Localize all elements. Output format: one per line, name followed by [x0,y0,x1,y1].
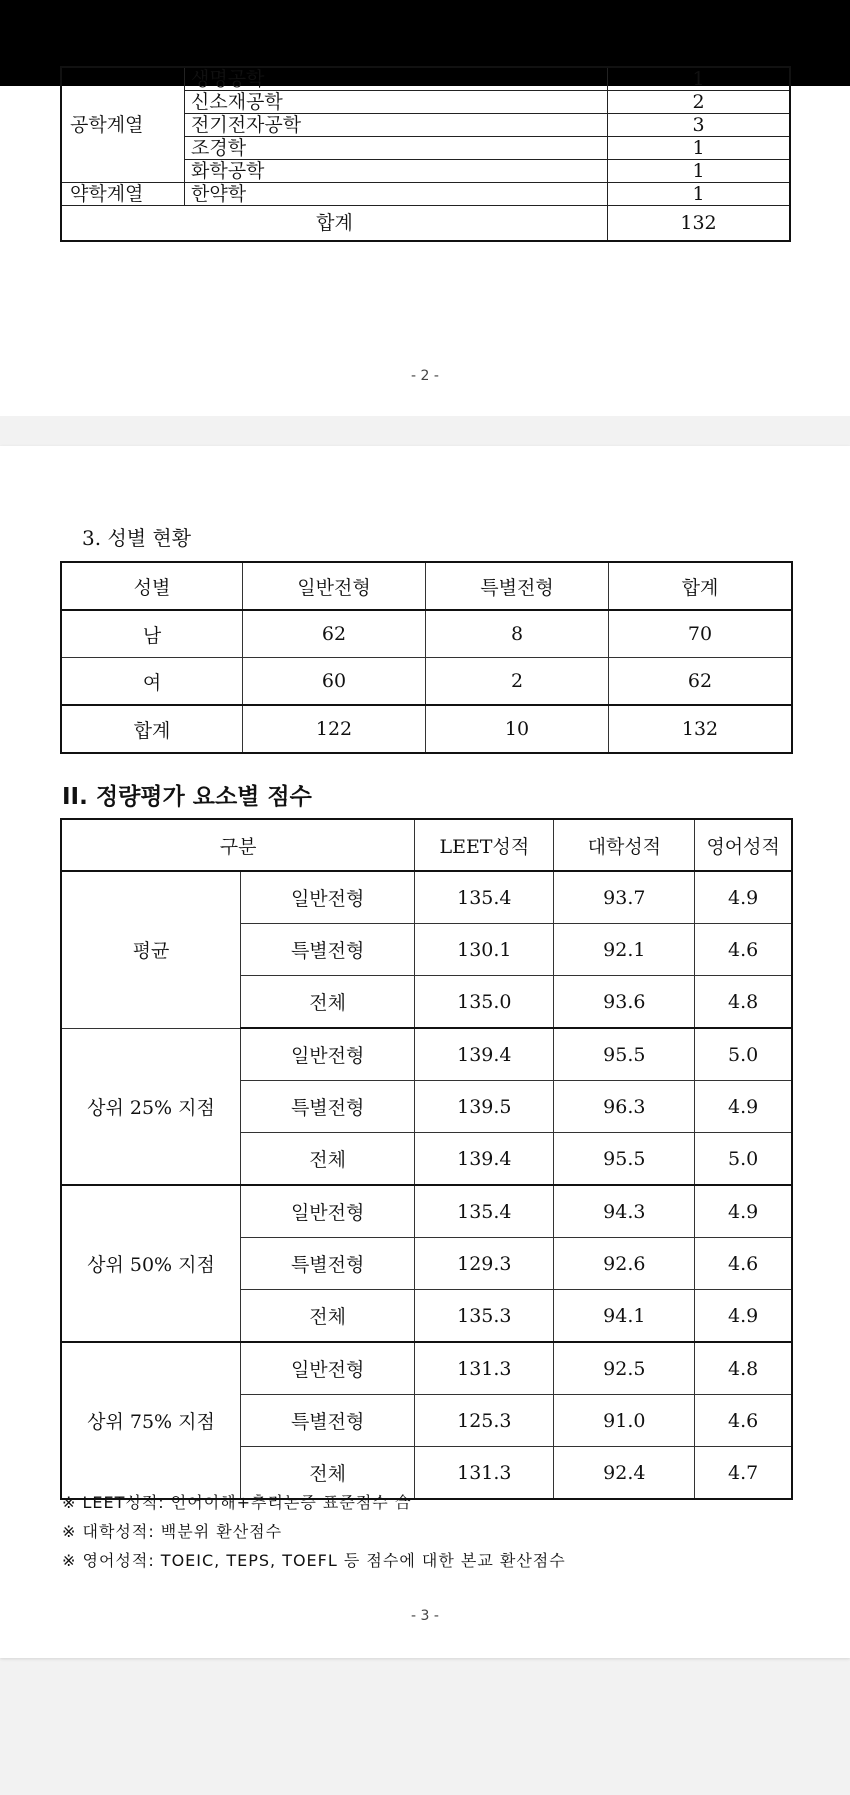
table-cell: 2 [426,658,609,706]
table-cell: 5.0 [695,1133,792,1186]
table-cell: 특별전형 [241,924,415,976]
count-cell: 3 [608,114,791,137]
table-cell: 62 [609,658,793,706]
table-cell: 129.3 [415,1238,554,1290]
table-cell: 94.3 [554,1185,695,1238]
total-value: 132 [608,206,791,242]
document-page-3 [0,446,850,1658]
header-cell: 일반전형 [243,562,426,610]
count-cell: 1 [608,183,791,206]
table-cell: 92.1 [554,924,695,976]
table-cell: 전체 [241,1447,415,1500]
table-cell: 4.7 [695,1447,792,1500]
gender-table [60,561,793,754]
table-cell: 70 [609,610,793,658]
table-cell: 남 [61,610,243,658]
header-cell: 성별 [61,562,243,610]
table-cell: 전체 [241,1133,415,1186]
footnotes [62,1488,566,1575]
table-row [61,871,792,924]
table-cell: 135.4 [415,871,554,924]
major-cell: 전기전자공학 [185,114,608,137]
table-cell: 139.4 [415,1133,554,1186]
table-cell: 96.3 [554,1081,695,1133]
group-label: 상위 25% 지점 [61,1028,241,1185]
table-header-row [61,819,792,871]
table-cell: 131.3 [415,1342,554,1395]
major-cell: 생명공학 [185,67,608,91]
count-cell: 1 [608,67,791,91]
table-cell: 139.4 [415,1028,554,1081]
table-cell: 일반전형 [241,1342,415,1395]
major-cell: 신소재공학 [185,91,608,114]
table-row [61,1185,792,1238]
header-cell: 대학성적 [554,819,695,871]
table-cell: 139.5 [415,1081,554,1133]
table-cell: 135.3 [415,1290,554,1343]
header-cell: 영어성적 [695,819,792,871]
table-cell: 일반전형 [241,1185,415,1238]
table-row [61,610,792,658]
table-cell: 10 [426,705,609,753]
total-label: 합계 [61,206,608,242]
header-cell: LEET성적 [415,819,554,871]
table-cell: 95.5 [554,1028,695,1081]
table-cell: 95.5 [554,1133,695,1186]
score-table [60,818,793,1500]
group-label: 평균 [61,871,241,1028]
table-cell: 전체 [241,976,415,1029]
category-cell: 약학계열 [61,183,185,206]
table-cell: 4.9 [695,1081,792,1133]
header-cell: 구분 [61,819,415,871]
table-cell: 92.4 [554,1447,695,1500]
table-row [61,658,792,706]
table-cell: 4.6 [695,924,792,976]
table-cell: 135.0 [415,976,554,1029]
table-cell: 특별전형 [241,1395,415,1447]
table-cell: 4.6 [695,1238,792,1290]
table-cell: 일반전형 [241,1028,415,1081]
count-cell: 1 [608,160,791,183]
table-row [61,183,790,206]
table-row [61,1342,792,1395]
table-cell: 135.4 [415,1185,554,1238]
major-count-table [60,66,791,242]
table-cell: 특별전형 [241,1238,415,1290]
section-title-gender: 3. 성별 현황 [82,526,192,550]
footnote: ※ 영어성적: TOEIC, TEPS, TOEFL 등 점수에 대한 본교 환산점수 [62,1551,566,1570]
group-label: 상위 50% 지점 [61,1185,241,1342]
major-cell: 화학공학 [185,160,608,183]
table-cell: 4.9 [695,1290,792,1343]
document-page-2 [0,68,850,416]
major-cell: 한약학 [185,183,608,206]
table-cell: 60 [243,658,426,706]
total-row [61,206,790,242]
table-cell: 132 [609,705,793,753]
table-cell: 131.3 [415,1447,554,1500]
section-title-scores: II. 정량평가 요소별 점수 [62,784,312,810]
table-row [61,1028,792,1081]
footnote: ※ LEET성적: 언어이해+추리논증 표준점수 合 [62,1493,412,1512]
table-cell: 4.9 [695,871,792,924]
footnote: ※ 대학성적: 백분위 환산점수 [62,1522,283,1541]
table-cell: 4.8 [695,1342,792,1395]
table-cell: 92.6 [554,1238,695,1290]
major-cell: 조경학 [185,137,608,160]
table-cell: 122 [243,705,426,753]
table-cell: 62 [243,610,426,658]
table-cell: 8 [426,610,609,658]
table-row [61,705,792,753]
table-header-row [61,562,792,610]
table-cell: 일반전형 [241,871,415,924]
table-cell: 4.8 [695,976,792,1029]
table-cell: 4.9 [695,1185,792,1238]
count-cell: 2 [608,91,791,114]
group-label: 상위 75% 지점 [61,1342,241,1499]
table-cell: 여 [61,658,243,706]
category-cell: 공학계열 [61,67,185,183]
table-cell: 93.7 [554,871,695,924]
table-cell: 93.6 [554,976,695,1029]
table-cell: 전체 [241,1290,415,1343]
table-cell: 4.6 [695,1395,792,1447]
header-cell: 특별전형 [426,562,609,610]
table-cell: 합계 [61,705,243,753]
table-cell: 130.1 [415,924,554,976]
table-cell: 92.5 [554,1342,695,1395]
table-cell: 특별전형 [241,1081,415,1133]
table-row [61,67,790,91]
page-number: - 3 - [411,1608,439,1624]
count-cell: 1 [608,137,791,160]
table-cell: 91.0 [554,1395,695,1447]
table-cell: 5.0 [695,1028,792,1081]
table-cell: 125.3 [415,1395,554,1447]
table-cell: 94.1 [554,1290,695,1343]
page-number: - 2 - [411,368,439,384]
header-cell: 합계 [609,562,793,610]
